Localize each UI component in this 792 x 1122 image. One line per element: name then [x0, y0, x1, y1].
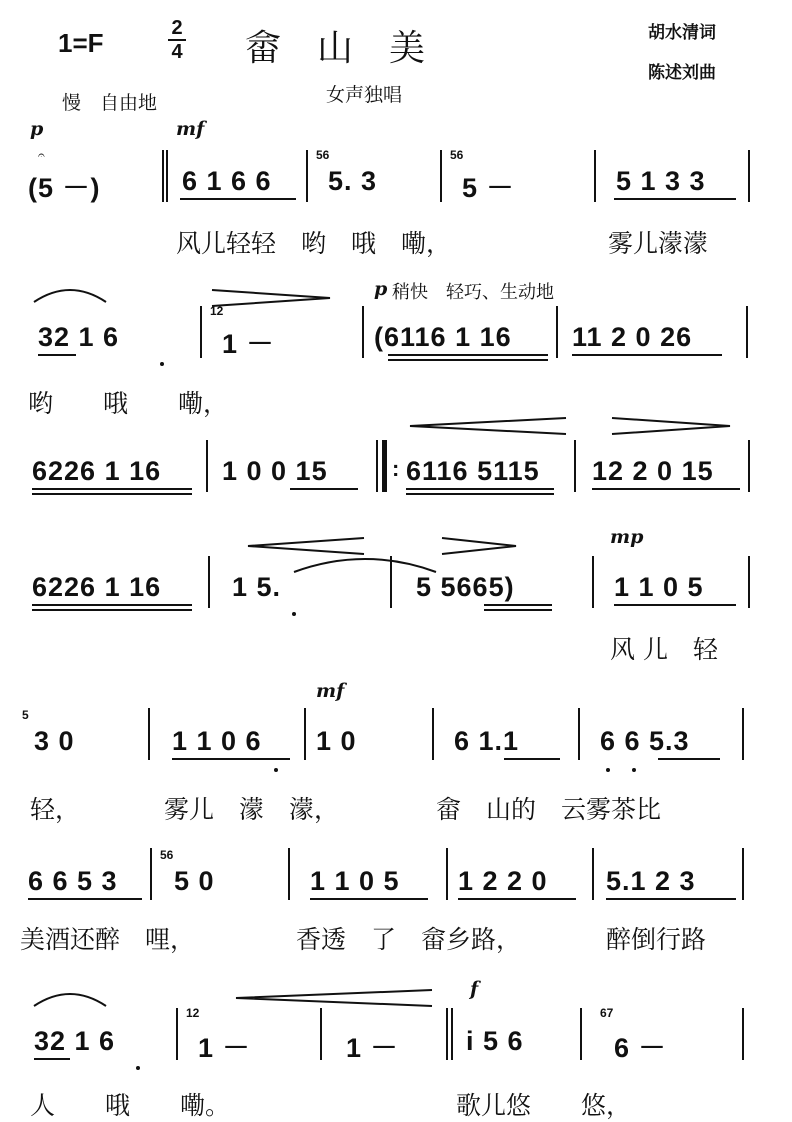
underline	[28, 898, 142, 900]
measure-6-2: 5 0	[174, 866, 215, 896]
measure-7-5: 6 －	[614, 1033, 667, 1063]
underline	[32, 609, 192, 611]
grace-notes: 12	[210, 304, 224, 318]
barline	[200, 306, 202, 358]
barline	[176, 1008, 178, 1060]
barline	[288, 848, 290, 900]
lyric-line: 轻，	[30, 795, 81, 824]
crescendo-icon	[408, 416, 568, 436]
underline	[572, 354, 722, 356]
grace-notes: 56	[316, 148, 330, 162]
underline	[592, 488, 740, 490]
lyric-line: 雾儿 濛 濛，	[164, 795, 340, 824]
underline	[658, 758, 720, 760]
measure-4-4: 1 1 0 5	[614, 572, 704, 602]
meter-bottom: 4	[171, 41, 183, 63]
dynamic-mf: mf	[176, 118, 205, 140]
underline	[606, 898, 736, 900]
decrescendo-icon	[610, 416, 734, 436]
measure-6-1: 6 6 5 3	[28, 866, 118, 896]
underline	[180, 198, 296, 200]
underline	[406, 488, 554, 490]
measure-6-3: 1 1 0 5	[310, 866, 400, 896]
barline	[446, 1008, 448, 1060]
underline	[38, 354, 76, 356]
dynamic-mp: mp	[610, 526, 644, 548]
barline	[748, 150, 750, 202]
measure-2-3: (6116 1 16	[374, 322, 512, 352]
underline	[34, 1058, 70, 1060]
barline	[440, 150, 442, 202]
measure-4-2: 1 5.	[232, 572, 282, 602]
barline	[390, 556, 392, 608]
grace-notes: 12	[186, 1006, 200, 1020]
dynamic-f: f	[470, 978, 479, 1000]
measure-7-3: 1 －	[346, 1033, 399, 1063]
crescendo-icon	[234, 988, 434, 1008]
repeat-barline	[382, 440, 387, 492]
measure-3-4: 12 2 0 15	[592, 456, 714, 486]
barline	[556, 306, 558, 358]
lyric-line: 人 哦 嘞。	[30, 1091, 231, 1120]
dynamic-p: p	[30, 118, 44, 140]
lyric-line: 歌儿悠 悠，	[456, 1091, 632, 1120]
barline	[742, 708, 744, 760]
underline	[172, 758, 290, 760]
lyric-line: 哟 哦 嘞，	[28, 389, 229, 418]
barline	[574, 440, 576, 492]
decrescendo-icon	[210, 288, 334, 308]
measure-1-1: (5 －)	[28, 173, 101, 203]
barline	[742, 1008, 744, 1060]
time-signature	[164, 18, 190, 62]
underline	[458, 898, 576, 900]
barline	[748, 556, 750, 608]
meter-top: 2	[171, 17, 183, 39]
decrescendo-icon	[440, 536, 520, 556]
measure-7-1: 32 1 6	[34, 1026, 116, 1056]
measure-5-4: 6 1.1	[454, 726, 520, 756]
barline	[748, 440, 750, 492]
barline	[206, 440, 208, 492]
barline	[306, 150, 308, 202]
lyric-line: 香透 了 畲乡路，	[296, 925, 522, 954]
barline	[592, 556, 594, 608]
underline	[388, 359, 548, 361]
dynamic-p: p	[374, 278, 388, 300]
measure-3-1: 6226 1 16	[32, 456, 162, 486]
lyric-line: 风儿轻轻 哟 哦 嘞，	[176, 229, 452, 258]
slur-icon	[30, 986, 110, 1010]
measure-6-4: 1 2 2 0	[458, 866, 548, 896]
measure-7-4: i 5 6	[466, 1026, 524, 1056]
barline	[208, 556, 210, 608]
lyric-line: 畲 山的 云雾茶比	[436, 795, 662, 824]
barline	[594, 150, 596, 202]
lyricist-credit: 胡水清词	[648, 23, 716, 43]
barline	[742, 848, 744, 900]
tempo-marking: 慢 自由地	[62, 92, 158, 114]
barline	[580, 1008, 582, 1060]
measure-1-3: 5. 3	[328, 166, 378, 196]
underline	[484, 609, 552, 611]
barline	[446, 848, 448, 900]
barline	[432, 708, 434, 760]
barline	[376, 440, 378, 492]
song-title: 畲 山 美	[245, 28, 426, 69]
measure-4-1: 6226 1 16	[32, 572, 162, 602]
underline	[310, 898, 428, 900]
measure-3-3: 6116 5115	[406, 456, 540, 486]
underline	[504, 758, 560, 760]
measure-5-3: 1 0	[316, 726, 357, 756]
measure-2-1: 32 1 6	[38, 322, 120, 352]
underline	[614, 198, 736, 200]
dynamic-mf: mf	[316, 680, 345, 702]
underline	[32, 488, 192, 490]
underline	[614, 604, 736, 606]
barline	[578, 708, 580, 760]
measure-5-2: 1 1 0 6	[172, 726, 262, 756]
tempo-marking-2: 稍快 轻巧、生动地	[392, 282, 554, 303]
barline	[451, 1008, 453, 1060]
measure-5-5: 6 6 5.3	[600, 726, 690, 756]
composer-credit: 陈述刘曲	[648, 63, 716, 83]
measure-2-2: 1 －	[222, 329, 275, 359]
measure-1-2: 6 1 6 6	[182, 166, 272, 196]
measure-5-1: 3 0	[34, 726, 75, 756]
barline	[150, 848, 152, 900]
barline	[746, 306, 748, 358]
slur-icon	[30, 282, 110, 306]
measure-1-5: 5 1 3 3	[616, 166, 706, 196]
key-signature: 1=F	[58, 28, 104, 58]
voice-marking: 女声独唱	[326, 84, 403, 106]
lyric-line: 醉倒行路	[606, 925, 707, 954]
grace-notes: 56	[160, 848, 174, 862]
grace-notes: 56	[450, 148, 464, 162]
lyric-line: 雾儿濛濛	[608, 229, 709, 258]
barline	[148, 708, 150, 760]
barline	[592, 848, 594, 900]
measure-1-4: 5 －	[462, 173, 515, 203]
barline	[362, 306, 364, 358]
underline	[388, 354, 548, 356]
underline	[484, 604, 552, 606]
fermata-icon: 𝄐	[38, 148, 45, 162]
grace-notes: 5	[22, 708, 29, 722]
lyric-line: 美酒还醉 哩，	[20, 925, 196, 954]
measure-6-5: 5.1 2 3	[606, 866, 696, 896]
measure-4-3: 5 5665)	[416, 572, 515, 602]
measure-3-2: 1 0 0 15	[222, 456, 328, 486]
barline	[320, 1008, 322, 1060]
lyric-line: 风 儿 轻	[610, 635, 718, 664]
underline	[290, 488, 358, 490]
grace-notes: 67	[600, 1006, 614, 1020]
measure-7-2: 1 －	[198, 1033, 251, 1063]
barline	[304, 708, 306, 760]
measure-2-4: 11 2 0 26	[572, 322, 693, 352]
barline	[166, 150, 168, 202]
underline	[32, 604, 192, 606]
barline	[162, 150, 164, 202]
underline	[32, 493, 192, 495]
underline	[406, 493, 554, 495]
